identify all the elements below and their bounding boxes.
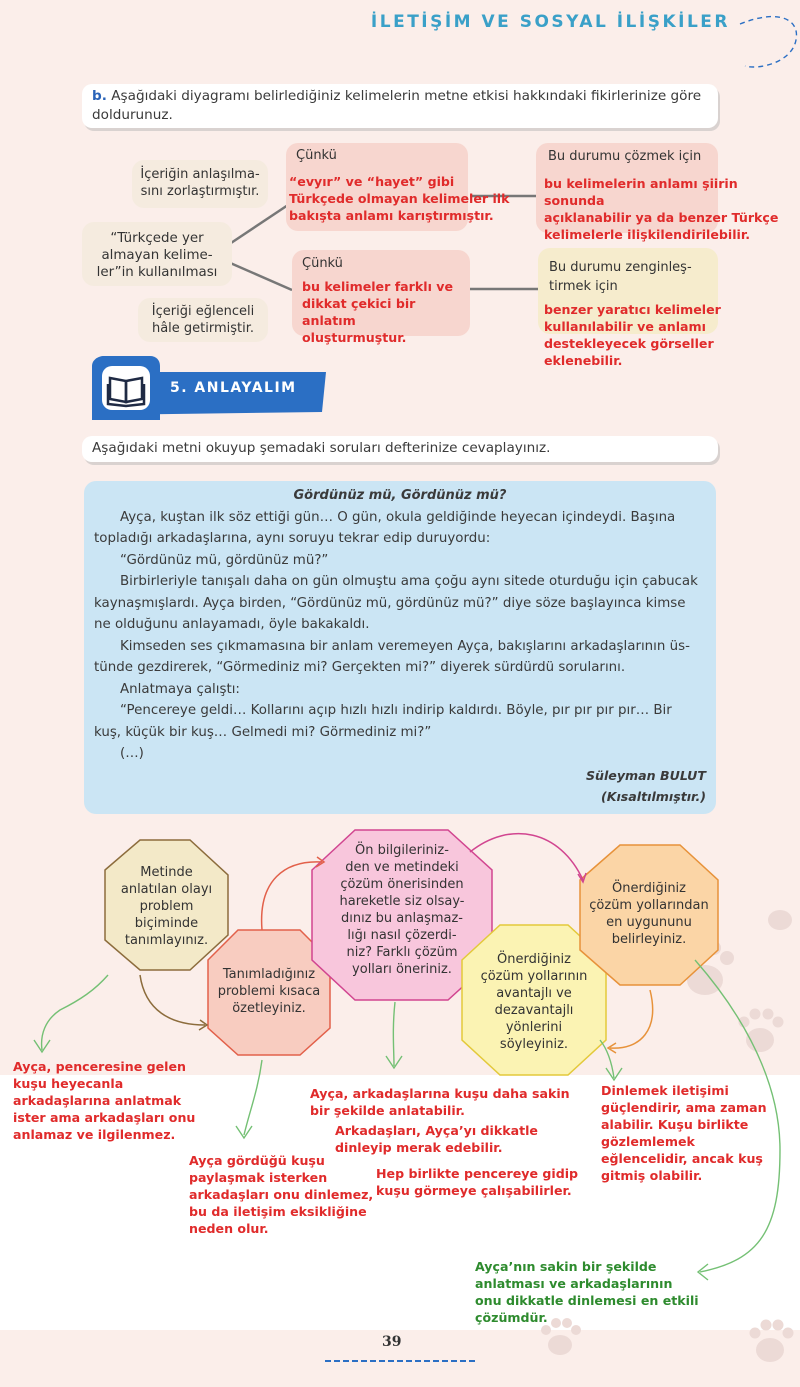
enrich-label: Bu durumu zenginleş- tirmek için <box>549 260 692 294</box>
solve-label: Bu durumu çözmek için <box>548 149 702 164</box>
story-author: Süleyman BULUT <box>585 767 706 783</box>
because-label-bottom: Çünkü <box>302 256 343 271</box>
step5-text: Önerdiğiniz çözüm yollarından en uygununu belirleyiniz. <box>589 881 709 947</box>
question-text-2: doldurunuz. <box>92 107 173 123</box>
instruction-bar <box>82 436 718 462</box>
instruction-text: Aşağıdaki metni okuyup şemadaki soruları defterinize cevaplayınız. <box>92 440 551 456</box>
step4-text: Önerdiğiniz çözüm yollarının avantajlı ve dezavantajlı yönlerini söyleyiniz. <box>480 952 588 1052</box>
answer-step3-b: Arkadaşları, Ayça’yı dikkatle dinleyip merak edebilir. <box>335 1123 538 1155</box>
solve-answer: bu kelimelerin anlamı şiirin sonunda açıklanabilir ya da benzer Türkçe kelimelerle ilişkilendirilebilir. <box>544 176 779 242</box>
page-header-title: İLETİŞİM VE SOSYAL İLİŞKİLER <box>370 12 730 32</box>
answer-step1: Ayça, penceresine gelen kuşu heyecanla arkadaşlarına anlatmak ister ama arkadaşları onu anlamaz ve ilgilenmez. <box>13 1059 196 1142</box>
step2-text: Tanımladığınız problemi kısaca özetleyiniz. <box>217 967 321 1016</box>
question-b <box>82 84 718 128</box>
answer-step3-c: Hep birlikte pencereye gidip kuşu görmeye çalışabilirler. <box>376 1166 579 1198</box>
enrich-answer: benzer yaratıcı kelimeler kullanılabilir ve anlamı destekleyecek görseller eklenebilir. <box>544 302 721 368</box>
answer-step3-a: Ayça, arkadaşlarına kuşu daha sakin bir şekilde anlatabilir. <box>310 1086 570 1118</box>
step1-text: Metinde anlatılan olayı problem biçiminde tanımlayınız. <box>120 865 213 948</box>
answer-step5: Ayça’nın sakin bir şekilde anlatması ve arkadaşlarının onu dikkatle dinlemesi en etkili çözümdür. <box>475 1259 699 1325</box>
story-box: Gördünüz mü, Gördünüz mü? Ayça, kuştan ilk söz ettiği gün… O gün, okula geldiğinde heyecan içindeydi. Başına topladığı arkadaşlarına, aynı soruyu tekrar edip duruyordu: “Gördünüz mü, gördünüz mü?” Birbirleriyle tanışalı daha on gün olmuştu ama çoğu aynı sitede oturduğu için çabucak kaynaşmışlardı. Ayça birden, “Gördünüz mü, gördünüz mü?” diye söze başlayınca kimse ne olduğunu anlayamadı, öyle bakakaldı. Kimseden ses çıkmamasına bir anlam veremeyen Ayça, bakışlarını arkadaşlarının üs- tünde gezdirerek, “Görmediniz mi? Gerçekten mi?” diyerek sürdürdü sorularını. Anlatmaya çalıştı: “Pencereye geldi… Kollarını açıp hızlı hızlı indirip kaldırdı. Böyle, pır pır pır pır… Bir kuş, küçük bir kuş… Gelmedi mi? Görmediniz mi?” (…) Süleyman BULUT (Kısaltılmıştır.) <box>84 481 716 814</box>
question-label: b. <box>92 88 107 104</box>
page-number: 39 <box>382 1334 402 1350</box>
answer-step2: Ayça gördüğü kuşu paylaşmak isterken arkadaşları onu dinlemez, bu da iletişim eksikliğine neden olur. <box>189 1153 374 1236</box>
effect-box-bottom: İçeriği eğlenceli hâle getirmiştir. <box>138 298 268 342</box>
because-answer-top: “evyır” ve “hayet” gibi Türkçede olmayan kelimeler ilk bakışta anlamı karıştırmıştır. <box>289 174 510 223</box>
center-box: “Türkçede yer almayan kelime- ler”in kullanılması <box>82 222 232 286</box>
because-label-top: Çünkü <box>296 148 337 163</box>
story-note: (Kısaltılmıştır.) <box>600 789 706 804</box>
effect-box-top: İçeriğin anlaşılma- sını zorlaştırmıştır. <box>132 160 268 208</box>
answer-step4: Dinlemek iletişimi güçlendirir, ama zaman alabilir. Kuşu birlikte gözlemlemek eğlencelidir, ancak kuş gitmiş olabilir. <box>601 1083 767 1183</box>
step3-text: Ön bilgileriniz- den ve metindeki çözüm önerisinden hareketle siz olsay- dınız bu anlaşmaz- lığı nasıl çözerdi- niz? Farklı çözüm yolları öneriniz. <box>339 843 465 977</box>
question-text-1: Aşağıdaki diyagramı belirlediğiniz kelimelerin metne etkisi hakkındaki fikirlerinize göre <box>111 88 702 104</box>
section-title: 5. ANLAYALIM <box>170 380 297 396</box>
because-answer-bottom: bu kelimeler farklı ve dikkat çekici bir anlatım oluşturmuştur. <box>302 279 454 345</box>
story-title: Gördünüz mü, Gördünüz mü? <box>293 488 507 503</box>
